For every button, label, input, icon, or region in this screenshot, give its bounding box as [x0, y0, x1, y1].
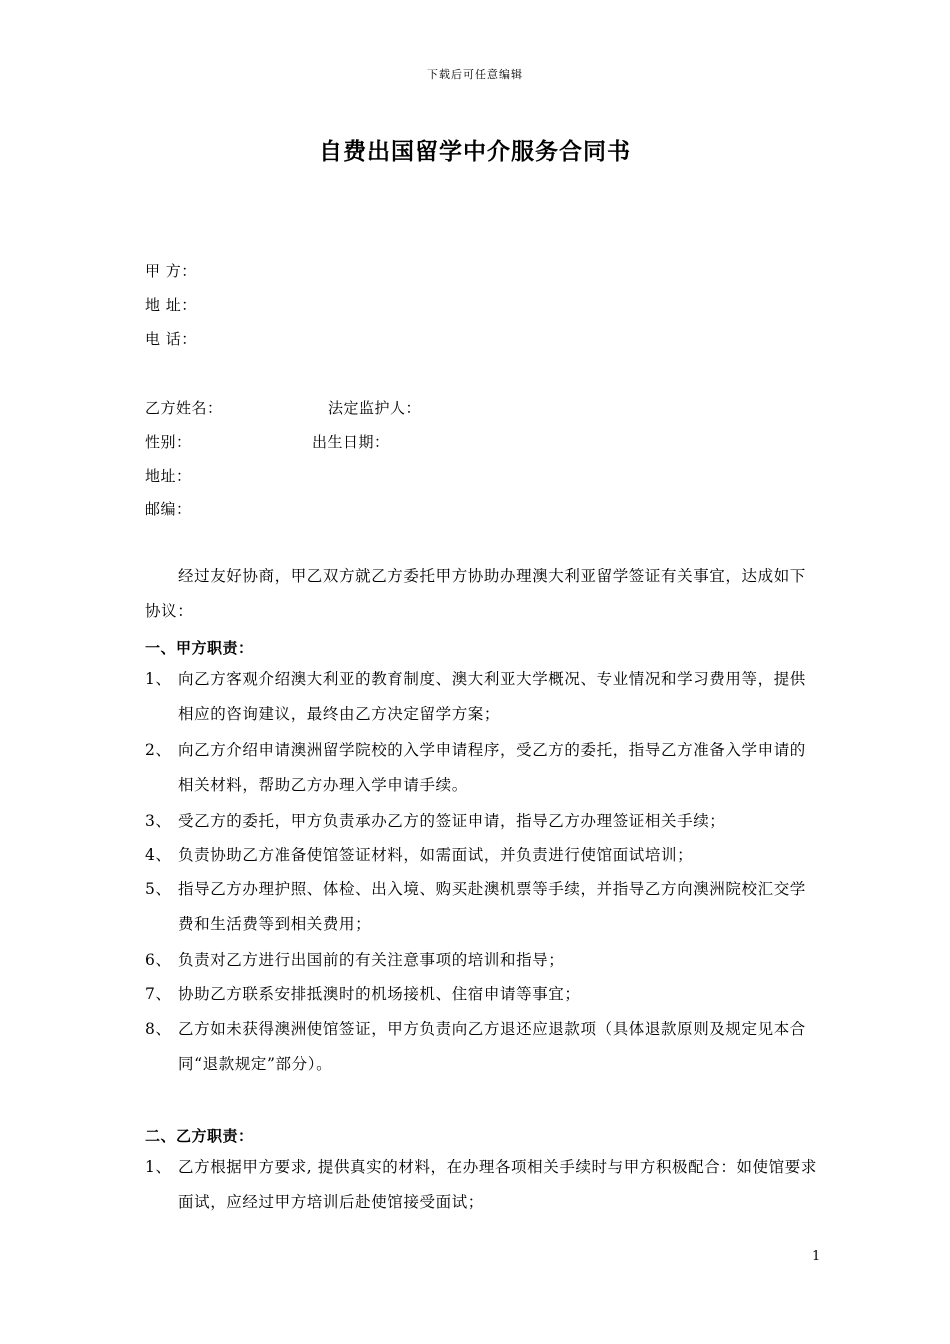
- document-title: 自费出国留学中介服务合同书: [319, 139, 631, 165]
- party-b-guardian-label: 法定监护人：: [328, 399, 422, 417]
- list-item-number: 2、: [145, 741, 172, 759]
- party-b-birth-label: 出生日期：: [312, 433, 390, 451]
- intro-paragraph: 经过友好协商，甲乙双方就乙方委托甲方协助办理澳大利亚留学签证有关事宜，达成如下协议：: [145, 567, 806, 620]
- list-item-text: 向乙方介绍申请澳洲留学院校的入学申请程序，受乙方的委托，指导乙方准备入学申请的相关材料，帮助乙方办理入学申请手续。: [178, 741, 806, 794]
- list-item: [145, 943, 817, 978]
- list-item-number: 1、: [145, 670, 172, 688]
- party-b-name-label: 乙方姓名：: [145, 399, 223, 417]
- list-item-text: 指导乙方办理护照、体检、出入境、购买赴澳机票等手续，并指导乙方向澳洲院校汇交学费和生活费等到相关费用；: [178, 880, 806, 933]
- list-item-number: 5、: [145, 880, 172, 898]
- list-item-text: 负责对乙方进行出国前的有关注意事项的培训和指导；: [178, 951, 565, 969]
- section2-heading: 二、乙方职责：: [145, 1127, 254, 1145]
- list-item: [145, 733, 817, 803]
- party-b-postcode-label: 邮编：: [145, 500, 192, 518]
- party-a-name-label: 甲 方：: [145, 262, 197, 280]
- list-item-number: 4、: [145, 846, 172, 864]
- list-item: [145, 662, 817, 732]
- list-item: [145, 838, 817, 873]
- list-item-number: 8、: [145, 1020, 172, 1038]
- page-number: 1: [812, 1249, 821, 1264]
- list-item: [145, 1150, 817, 1220]
- list-item-number: 7、: [145, 985, 172, 1003]
- party-b-gender-label: 性别：: [145, 433, 192, 451]
- section1-heading: 一、甲方职责：: [145, 639, 254, 657]
- party-a-address-label: 地 址：: [145, 296, 197, 314]
- list-item: [145, 1012, 817, 1082]
- list-item-text: 向乙方客观介绍澳大利亚的教育制度、澳大利亚大学概况、专业情况和学习费用等，提供相应的咨询建议，最终由乙方决定留学方案；: [178, 670, 806, 723]
- list-item: [145, 804, 817, 839]
- list-item-text: 乙方根据甲方要求, 提供真实的材料，在办理各项相关手续时与甲方积极配合：如使馆要求面试，应经过甲方培训后赴使馆接受面试；: [178, 1158, 817, 1211]
- list-item-text: 受乙方的委托，甲方负责承办乙方的签证申请，指导乙方办理签证相关手续；: [178, 812, 726, 830]
- list-item-text: 负责协助乙方准备使馆签证材料，如需面试，并负责进行使馆面试培训；: [178, 846, 694, 864]
- party-a-phone-label: 电 话：: [145, 330, 197, 348]
- list-item-text: 乙方如未获得澳洲使馆签证，甲方负责向乙方退还应退款项（具体退款原则及规定见本合同“退款规定”部分）。: [178, 1020, 806, 1073]
- list-item-text: 协助乙方联系安排抵澳时的机场接机、住宿申请等事宜；: [178, 985, 581, 1003]
- list-item-number: 3、: [145, 812, 172, 830]
- party-b-address-label: 地址：: [145, 467, 192, 485]
- list-item: [145, 977, 817, 1012]
- list-item-number: 6、: [145, 951, 172, 969]
- list-item: [145, 872, 817, 942]
- header-note: 下载后可任意编辑: [427, 68, 523, 81]
- list-item-number: 1、: [145, 1158, 172, 1176]
